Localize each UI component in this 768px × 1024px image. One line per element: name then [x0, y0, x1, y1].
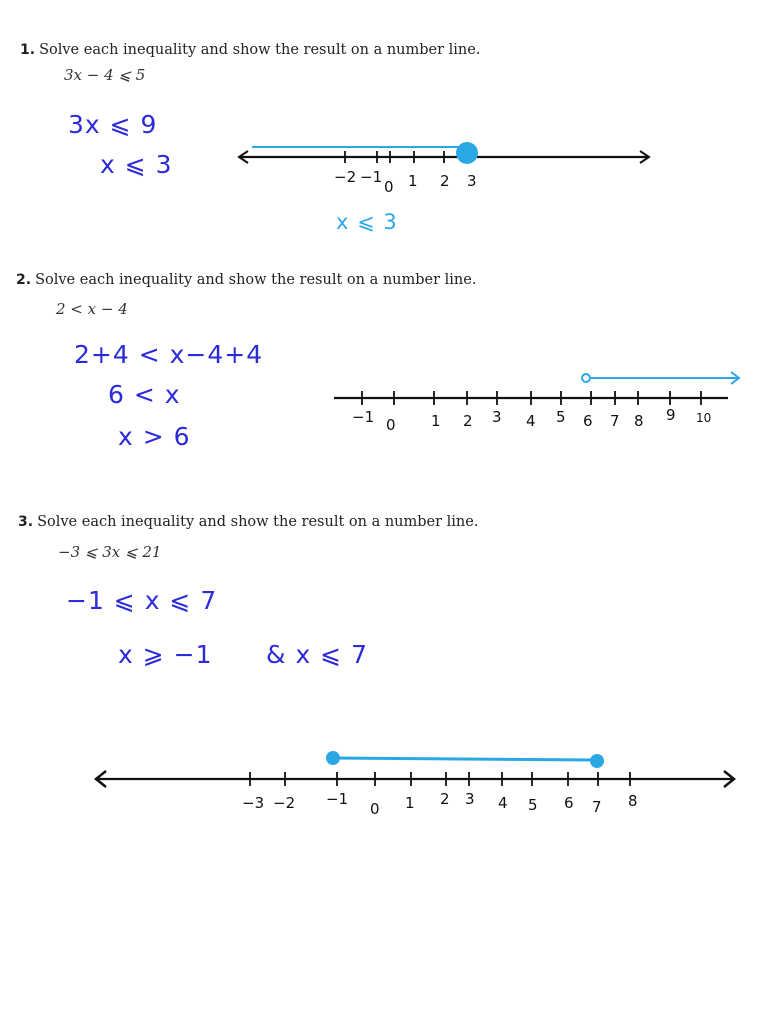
problem-2-inequality: 2 < x − 4: [56, 300, 128, 318]
number-line-2-label-7: 7: [610, 412, 620, 430]
number-line-2-label-0: 0: [386, 416, 396, 434]
number-line-1-label-0: 0: [384, 178, 394, 196]
number-line-2-label-9: 9: [666, 406, 676, 424]
number-line-3-solution-segment: [333, 758, 597, 760]
number-line-3-label-3: 3: [465, 790, 475, 808]
problem-2-work-line-2: 6 < x: [108, 380, 181, 409]
problem-1-inequality: 3x − 4 ⩽ 5: [64, 66, 146, 84]
number-line-1-label-3: 3: [467, 172, 477, 190]
number-line-3: [96, 751, 734, 818]
problem-1-work-line-1: 3x ⩽ 9: [68, 110, 158, 139]
number-line-3-label-7: 7: [592, 798, 602, 816]
problem-2-work-line-3: x > 6: [118, 422, 191, 451]
problem-1-text: Solve each inequality and show the result on a number line.: [39, 42, 481, 58]
number-line-1-label-neg1: −1: [360, 168, 383, 186]
problem-1-number: 1.: [20, 42, 36, 58]
number-line-1-closed-endpoint: [456, 142, 478, 164]
number-line-2-label-1: 1: [431, 412, 441, 430]
number-line-2-label-6: 6: [583, 412, 593, 430]
number-line-3-label-2: 2: [440, 790, 450, 808]
number-line-2-label-3: 3: [492, 408, 502, 426]
problem-3-inequality: −3 ⩽ 3x ⩽ 21: [58, 543, 162, 561]
problem-1-work-line-2: x ⩽ 3: [100, 150, 173, 179]
number-line-3-right-closed-endpoint: [590, 754, 604, 768]
problem-3-work-line-2: x ⩾ −1: [118, 640, 213, 669]
number-line-1: [239, 142, 649, 196]
number-line-2-label-8: 8: [634, 412, 644, 430]
problem-1-answer: x ⩽ 3: [336, 210, 398, 234]
number-line-1-label-2: 2: [440, 172, 450, 190]
number-line-2-label-5: 5: [556, 408, 566, 426]
number-line-3-label-5: 5: [528, 796, 538, 814]
number-line-1-label-neg2: −2: [334, 168, 357, 186]
number-line-2-label-neg1: −1: [352, 408, 375, 426]
number-line-2-label-10: 10: [696, 411, 712, 425]
number-line-3-label-neg1: −1: [326, 790, 349, 808]
number-line-3-left-closed-endpoint: [326, 751, 340, 765]
problem-3-work-line-1: −1 ⩽ x ⩽ 7: [66, 586, 218, 615]
number-line-3-label-neg3: −3: [242, 794, 265, 812]
problem-3-text: Solve each inequality and show the result on a number line.: [37, 514, 479, 530]
number-line-3-label-0: 0: [370, 800, 380, 818]
problem-2-text: Solve each inequality and show the result on a number line.: [35, 272, 477, 288]
number-line-1-label-1: 1: [408, 172, 418, 190]
problem-2-number: 2.: [16, 272, 32, 288]
problem-2-work-line-1: 2+4 < x−4+4: [74, 340, 264, 369]
number-line-3-label-6: 6: [564, 794, 574, 812]
number-line-3-label-1: 1: [405, 794, 415, 812]
number-line-3-label-neg2: −2: [273, 794, 296, 812]
number-line-2-label-2: 2: [463, 412, 473, 430]
number-line-3-label-8: 8: [628, 792, 638, 810]
number-line-2: [334, 372, 739, 434]
number-line-2-open-endpoint: [582, 374, 590, 382]
problem-3-work-line-3: & x ⩽ 7: [266, 640, 368, 669]
number-line-2-label-4: 4: [526, 412, 536, 430]
number-line-3-label-4: 4: [498, 794, 508, 812]
problem-3-number: 3.: [18, 514, 34, 530]
